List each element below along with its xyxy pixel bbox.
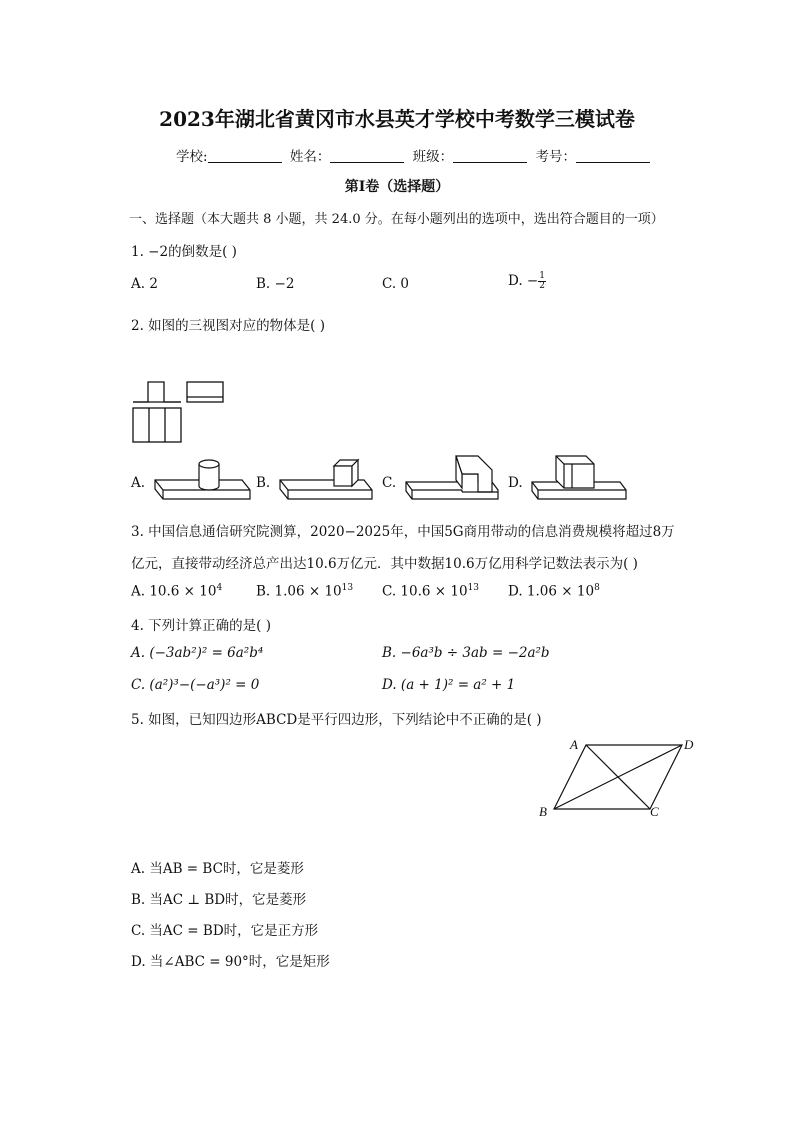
vertex-c-label: C [650, 804, 659, 819]
q3-option-d [508, 583, 600, 600]
q3-option-c-base: C. 10.6 × 10 [382, 583, 468, 600]
q2-option-d: D. [508, 475, 523, 491]
class-label: 班级： [412, 149, 454, 165]
name-label: 姓名： [289, 149, 331, 165]
q5-option-c: C. 当AC = BD时，它是正方形 [131, 923, 319, 939]
q5-option-a: A. 当AB = BC时，它是菱形 [131, 861, 304, 877]
q3-option-a-exponent: 4 [216, 583, 223, 593]
q1-option-a: A. 2 [131, 276, 158, 292]
part-title: 第I卷（选择题） [344, 179, 450, 195]
student-info-line [176, 145, 654, 165]
school-blank [208, 148, 282, 163]
q2-stem: 2. 如图的三视图对应的物体是( ) [131, 318, 325, 334]
q3-option-d-base: D. 1.06 × 10 [508, 583, 595, 600]
q5-option-d: D. 当∠ABC = 90°时，它是矩形 [131, 954, 330, 970]
option-d-block-figure [528, 452, 632, 506]
q1-fraction [538, 272, 546, 291]
fraction-numerator: 1 [539, 271, 545, 281]
q4-option-a: A. (−3ab²)² = 6a²b⁴ [131, 645, 264, 661]
q3-option-b-base: B. 1.06 × 10 [256, 583, 342, 600]
three-view-diagram [130, 378, 230, 448]
q2-option-c: C. [382, 475, 397, 491]
q4-option-b: B. −6a³b ÷ 3ab = −2a²b [382, 645, 550, 661]
q5-option-b: B. 当AC ⊥ BD时，它是菱形 [131, 892, 307, 908]
exam-no-blank [576, 148, 650, 163]
q3-option-b-exponent: 13 [341, 583, 354, 593]
q1-option-b: B. −2 [256, 276, 295, 292]
option-c-step-figure [402, 452, 506, 506]
q1-stem: 1. −2的倒数是( ) [131, 244, 237, 260]
option-a-cylinder-figure [150, 456, 254, 506]
q3-stem-line2: 亿元，直接带动经济总产出达10.6万亿元．其中数据10.6万亿用科学记数法表示为( ) [131, 556, 638, 572]
vertex-d-label: D [684, 737, 694, 752]
q3-option-d-exponent: 8 [594, 583, 600, 593]
q4-stem: 4. 下列计算正确的是( ) [131, 618, 271, 634]
q3-option-a-base: A. 10.6 × 10 [131, 583, 217, 600]
q3-stem-line1: 3. 中国信息通信研究院测算，2020−2025年，中国5G商用带动的信息消费规模将超过8万 [131, 524, 675, 540]
school-label: 学校: [176, 149, 208, 165]
name-blank [330, 148, 404, 163]
q4-option-d: D. (a + 1)² = a² + 1 [382, 677, 516, 693]
q4-option-c: C. (a²)³−(−a³)² = 0 [131, 677, 260, 693]
option-b-cube-figure [276, 456, 380, 506]
fraction-denominator: 2 [539, 281, 545, 291]
q3-option-a [131, 583, 222, 600]
q2-option-b: B. [256, 475, 271, 491]
vertex-b-label: B [539, 804, 547, 819]
q3-option-c [382, 583, 479, 600]
parallelogram-abcd-figure [536, 736, 696, 822]
class-blank [453, 148, 527, 163]
q2-option-a: A. [131, 475, 146, 491]
q3-option-c-exponent: 13 [467, 583, 480, 593]
q5-stem: 5. 如图，已知四边形ABCD是平行四边形，下列结论中不正确的是( ) [131, 712, 542, 728]
q3-option-b [256, 583, 353, 600]
exam-title: 2023年湖北省黄冈市水县英才学校中考数学三模试卷 [159, 107, 635, 131]
q1-option-c: C. 0 [382, 276, 410, 292]
q1-option-d-prefix: D. − [508, 273, 539, 289]
q1-option-d [508, 272, 546, 291]
section-heading: 一、选择题（本大题共 8 小题，共 24.0 分。在每小题列出的选项中，选出符合题目的一项） [129, 212, 664, 227]
vertex-a-label: A [570, 737, 578, 752]
exam-no-label: 考号： [535, 149, 576, 165]
